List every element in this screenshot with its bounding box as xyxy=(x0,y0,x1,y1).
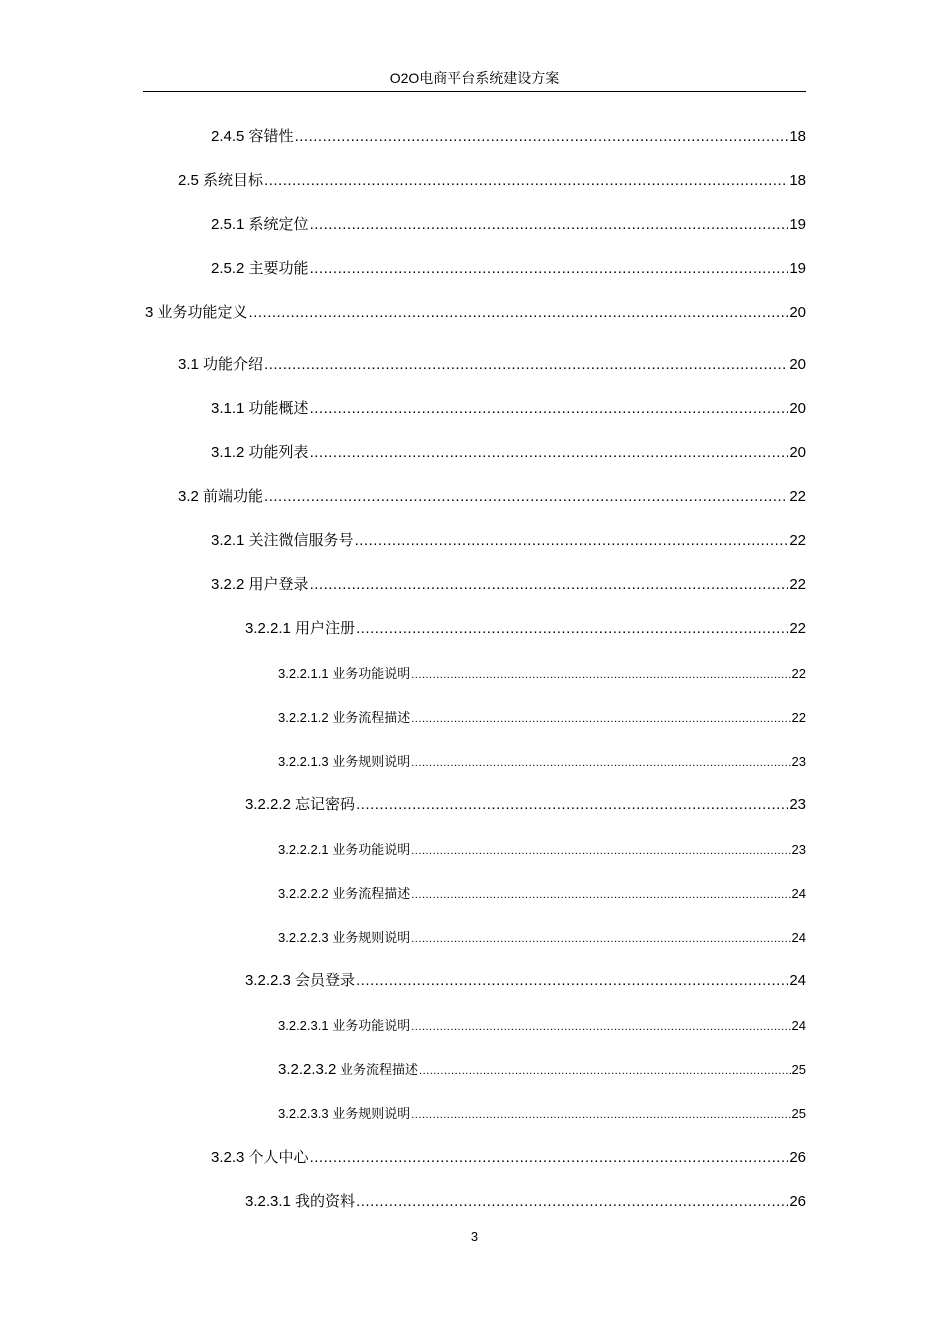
toc-entry-number: 2.5.1 xyxy=(211,216,245,233)
toc-entry-page: 24 xyxy=(791,930,806,945)
toc-entry-page: 20 xyxy=(789,400,806,417)
toc-entry-3-2-2-1-3[interactable] xyxy=(278,751,806,773)
toc-entry-title: 会员登录 xyxy=(295,972,356,989)
toc-entry-number: 3.2.2.2.3 xyxy=(278,930,329,945)
toc-entry-3-2[interactable] xyxy=(178,486,806,508)
toc-dot-leader xyxy=(310,398,789,420)
toc-entry-3-2-2-3[interactable] xyxy=(245,970,806,992)
toc-entry-3-1-1[interactable] xyxy=(211,398,806,420)
toc-entry-3-2-2-2-3[interactable] xyxy=(278,927,806,949)
toc-dot-leader xyxy=(355,530,789,552)
toc-entry-page: 22 xyxy=(789,620,806,637)
toc-entry-title: 忘记密码 xyxy=(295,796,356,813)
toc-entry-3-2-2-3-2[interactable] xyxy=(278,1059,806,1081)
toc-entry-number: 3 xyxy=(145,304,154,321)
toc-dot-leader xyxy=(310,574,789,596)
toc-entry-number: 2.5 xyxy=(178,172,199,189)
toc-entry-page: 19 xyxy=(789,260,806,277)
toc-dot-leader xyxy=(310,258,789,280)
toc-entry-number: 3.2.2.1 xyxy=(245,620,291,637)
toc-entry-3-1-2[interactable] xyxy=(211,442,806,464)
toc-entry-number: 3.2.2.3.1 xyxy=(278,1018,329,1033)
toc-dot-leader xyxy=(411,928,790,950)
toc-dot-leader xyxy=(264,486,788,508)
toc-entry-title: 主要功能 xyxy=(248,260,309,277)
toc-entry-number: 2.4.5 xyxy=(211,128,245,145)
toc-entry-number: 3.1.2 xyxy=(211,444,245,461)
toc-entry-title: 业务流程描述 xyxy=(332,710,411,725)
toc-entry-number: 3.2 xyxy=(178,488,199,505)
toc-dot-leader xyxy=(356,1191,788,1213)
toc-entry-title: 业务功能定义 xyxy=(157,304,248,321)
toc-entry-number: 3.2.2.2.1 xyxy=(278,842,329,857)
toc-entry-title: 前端功能 xyxy=(203,488,264,505)
toc-entry-title: 功能介绍 xyxy=(203,356,264,373)
toc-entry-3-2-3[interactable] xyxy=(211,1147,806,1169)
toc-entry-page: 20 xyxy=(789,304,806,321)
toc-entry-3-2-2-2[interactable] xyxy=(245,794,806,816)
toc-dot-leader xyxy=(356,618,788,640)
toc-entry-number: 3.2.2.2 xyxy=(245,796,291,813)
toc-entry-title: 业务功能说明 xyxy=(332,842,411,857)
toc-entry-number: 3.2.2.3 xyxy=(245,972,291,989)
toc-entry-title: 业务功能说明 xyxy=(332,1018,411,1033)
toc-dot-leader xyxy=(411,1104,790,1126)
toc-entry-number: 3.2.2.1.2 xyxy=(278,710,329,725)
toc-entry-page: 24 xyxy=(791,886,806,901)
toc-entry-title: 容错性 xyxy=(248,128,294,145)
toc-entry-page: 22 xyxy=(789,532,806,549)
toc-entry-page: 23 xyxy=(791,842,806,857)
toc-entry-number: 3.2.2.1.1 xyxy=(278,666,329,681)
toc-dot-leader xyxy=(264,354,788,376)
toc-entry-title: 功能概述 xyxy=(248,400,309,417)
toc-entry-number: 3.2.3.1 xyxy=(245,1193,291,1210)
toc-dot-leader xyxy=(411,708,790,730)
toc-dot-leader xyxy=(411,664,790,686)
toc-entry-number: 3.2.2.1.3 xyxy=(278,754,329,769)
page-number: 3 xyxy=(470,1229,479,1244)
toc-entry-title: 功能列表 xyxy=(248,444,309,461)
toc-entry-page: 26 xyxy=(789,1149,806,1166)
toc-entry-2-5-2[interactable] xyxy=(211,258,806,280)
toc-entry-number: 2.5.2 xyxy=(211,260,245,277)
toc-entry-title: 业务规则说明 xyxy=(332,754,411,769)
toc-entry-2-5[interactable] xyxy=(178,170,806,192)
toc-entry-2-4-5[interactable] xyxy=(211,126,806,148)
toc-entry-page: 19 xyxy=(789,216,806,233)
toc-entry-title: 关注微信服务号 xyxy=(248,532,354,549)
toc-entry-title: 业务功能说明 xyxy=(332,666,411,681)
toc-entry-3-2-3-1[interactable] xyxy=(245,1191,806,1213)
toc-entry-title: 我的资料 xyxy=(295,1193,356,1210)
toc-dot-leader xyxy=(310,1147,789,1169)
toc-dot-leader xyxy=(310,442,789,464)
toc-entry-number: 3.1.1 xyxy=(211,400,245,417)
toc-dot-leader xyxy=(411,840,790,862)
toc-entry-number: 3.2.2 xyxy=(211,576,245,593)
toc-entry-title: 业务规则说明 xyxy=(332,1106,411,1121)
toc-entry-page: 24 xyxy=(789,972,806,989)
toc-entry-title: 业务流程描述 xyxy=(340,1062,419,1077)
toc-dot-leader xyxy=(249,302,789,324)
toc-entry-page: 22 xyxy=(789,576,806,593)
toc-entry-number: 3.2.2.3.3 xyxy=(278,1106,329,1121)
toc-entry-page: 22 xyxy=(791,666,806,681)
toc-entry-number: 3.2.3 xyxy=(211,1149,245,1166)
toc-entry-page: 26 xyxy=(789,1193,806,1210)
toc-entry-3-2-2-3-3[interactable] xyxy=(278,1103,806,1125)
toc-dot-leader xyxy=(419,1060,791,1082)
toc-entry-page: 23 xyxy=(789,796,806,813)
toc-entry-3-2-2-2-2[interactable] xyxy=(278,883,806,905)
page-header-title: O2O电商平台系统建设方案 xyxy=(389,70,560,86)
toc-entry-number: 3.1 xyxy=(178,356,199,373)
toc-entry-page: 25 xyxy=(791,1106,806,1121)
toc-entry-2-5-1[interactable] xyxy=(211,214,806,236)
toc-entry-title: 业务规则说明 xyxy=(332,930,411,945)
toc-entry-page: 22 xyxy=(791,710,806,725)
toc-entry-title: 系统目标 xyxy=(203,172,264,189)
toc-dot-leader xyxy=(310,214,789,236)
toc-entry-3-1[interactable] xyxy=(178,354,806,376)
toc-entry-page: 23 xyxy=(791,754,806,769)
toc-dot-leader xyxy=(411,1016,790,1038)
toc-entry-number: 3.2.2.3.2 xyxy=(278,1061,337,1078)
toc-entry-page: 18 xyxy=(789,128,806,145)
toc-entry-3-2-2-3-1[interactable] xyxy=(278,1015,806,1037)
toc-entry-page: 25 xyxy=(791,1062,806,1077)
toc-entry-3-2-2-1-2[interactable] xyxy=(278,707,806,729)
toc-entry-number: 3.2.1 xyxy=(211,532,245,549)
toc-entry-page: 20 xyxy=(789,356,806,373)
toc-entry-3-2-2-2-1[interactable] xyxy=(278,839,806,861)
header-divider xyxy=(143,91,806,92)
toc-dot-leader xyxy=(411,752,790,774)
toc-dot-leader xyxy=(411,884,790,906)
toc-entry-3-2-1[interactable] xyxy=(211,530,806,552)
toc-entry-title: 业务流程描述 xyxy=(332,886,411,901)
toc-dot-leader xyxy=(356,970,788,992)
toc-dot-leader xyxy=(295,126,789,148)
toc-entry-3-2-2-1[interactable] xyxy=(245,618,806,640)
toc-entry-3[interactable] xyxy=(145,302,806,324)
toc-entry-title: 个人中心 xyxy=(248,1149,309,1166)
toc-entry-page: 20 xyxy=(789,444,806,461)
toc-entry-number: 3.2.2.2.2 xyxy=(278,886,329,901)
toc-entry-3-2-2[interactable] xyxy=(211,574,806,596)
toc-entry-page: 18 xyxy=(789,172,806,189)
toc-entry-page: 22 xyxy=(789,488,806,505)
toc-entry-title: 用户注册 xyxy=(295,620,356,637)
toc-entry-page: 24 xyxy=(791,1018,806,1033)
toc-dot-leader xyxy=(356,794,788,816)
toc-entry-3-2-2-1-1[interactable] xyxy=(278,663,806,685)
toc-dot-leader xyxy=(264,170,788,192)
toc-entry-title: 系统定位 xyxy=(248,216,309,233)
toc-entry-title: 用户登录 xyxy=(248,576,309,593)
